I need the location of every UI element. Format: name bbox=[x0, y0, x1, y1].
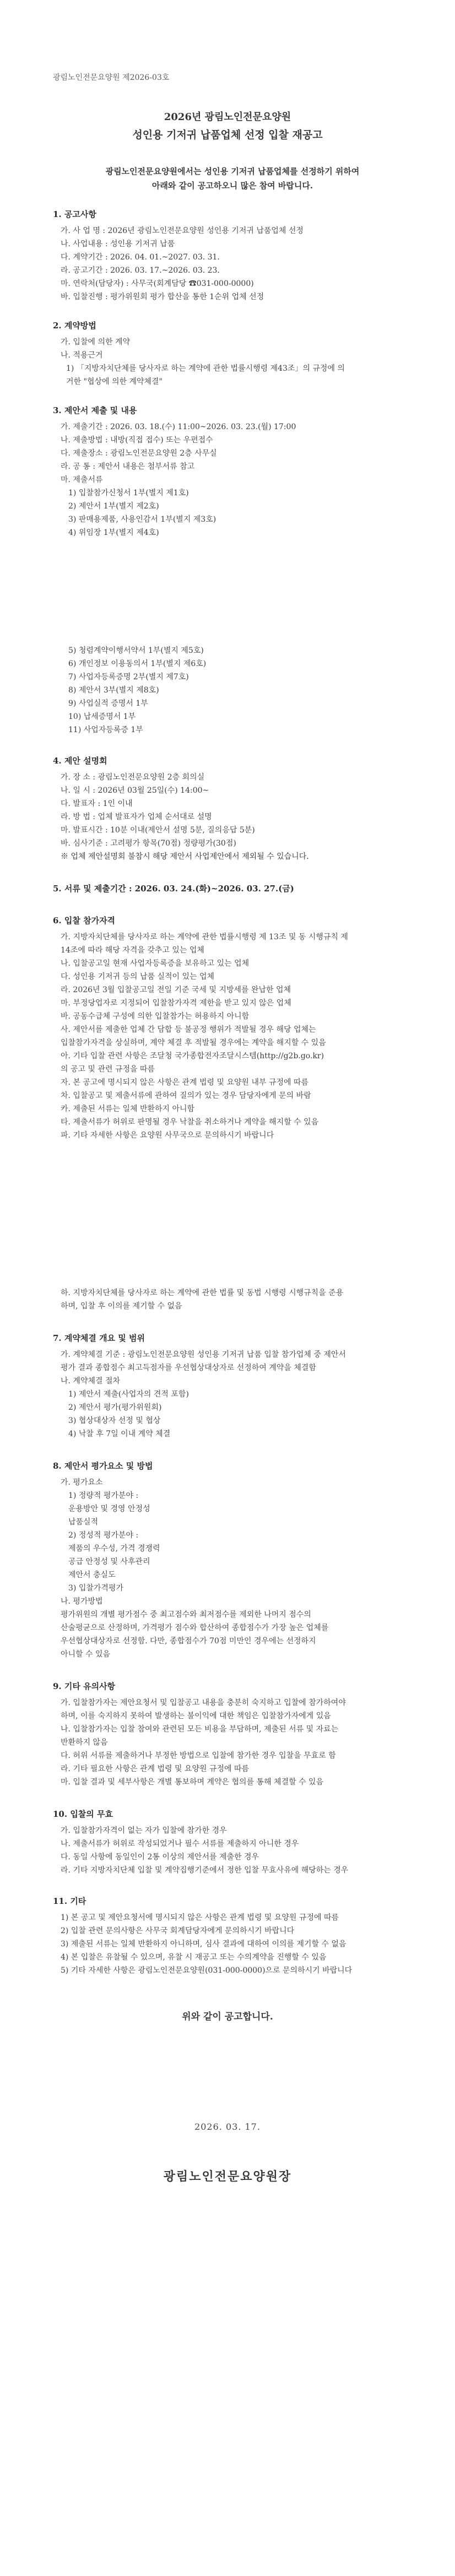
section-9-item: 마. 입찰 결과 및 세부사항은 개별 통보하며 계약은 협의를 통해 체결할 수 있음 bbox=[61, 1778, 324, 1787]
section-3-item: 다. 제출장소 : 광림노인전문요양원 2층 사무실 bbox=[61, 449, 217, 458]
section-6-item: 카. 제출된 서류는 일체 반환하지 아니함 bbox=[61, 1105, 195, 1113]
section-6-item: 가. 지방자치단체를 당사자로 하는 계약에 관한 법률시행령 제 13조 및 동 시행규칙 제 bbox=[61, 933, 348, 941]
section-8-item: 제품의 우수성, 가격 경쟁력 bbox=[68, 1544, 160, 1553]
notice-title-line-1: 2026년 광림노인전문요양원 bbox=[164, 111, 291, 123]
section-8-item: 공급 안정성 및 사후관리 bbox=[68, 1557, 150, 1566]
section-8-item: 나. 평가방법 bbox=[61, 1597, 103, 1606]
section-3-heading: 3. 제안서 제출 및 내용 bbox=[53, 405, 137, 415]
section-6-item: 자. 본 공고에 명시되지 않은 사항은 관계 법령 및 요양원 내부 규정에 따름 bbox=[61, 1078, 309, 1087]
section-2-heading: 2. 계약방법 bbox=[53, 321, 96, 331]
section-7-item: 평가 결과 종합점수 최고득점자를 우선협상대상자로 선정하여 계약을 체결함 bbox=[61, 1363, 316, 1372]
closing-statement: 위와 같이 공고합니다. bbox=[182, 2011, 273, 2022]
section-11-item: 2) 입찰 관련 문의사항은 사무국 회계담당자에게 문의하시기 바랍니다 bbox=[61, 1926, 295, 1935]
section-3-item: 7) 사업자등록증명 2부(별지 제7호) bbox=[68, 673, 189, 681]
section-11-item: 4) 본 입찰은 유찰될 수 있으며, 유찰 시 재공고 또는 수의계약을 진행할 수 있음 bbox=[61, 1953, 327, 1962]
section-8-item: 3) 입찰가격평가 bbox=[68, 1584, 123, 1593]
section-3-item: 마. 제출서류 bbox=[61, 475, 103, 484]
section-2-item: 가. 입찰에 의한 계약 bbox=[61, 338, 130, 347]
section-7-heading: 7. 계약체결 개요 및 범위 bbox=[53, 1333, 145, 1343]
section-7-item: 2) 제안서 평가(평가위원회) bbox=[68, 1403, 162, 1412]
section-8-item: 2) 정성적 평가분야 : bbox=[68, 1531, 139, 1540]
section-8-item: 아니할 수 있음 bbox=[61, 1650, 111, 1659]
section-4-item: 다. 발표자 : 1인 이내 bbox=[61, 799, 133, 808]
section-1-heading: 1. 공고사항 bbox=[53, 209, 96, 219]
section-6-heading: 6. 입찰 참가자격 bbox=[53, 916, 116, 926]
section-1-item: 다. 계약기간 : 2026. 04. 01.~2027. 03. 31. bbox=[61, 253, 220, 262]
section-9-item: 가. 입찰참가자는 제안요청서 및 입찰공고 내용을 충분히 숙지하고 입찰에 참가하여야 bbox=[61, 1698, 346, 1707]
section-6-item: 타. 제출서류가 허위로 판명될 경우 낙찰을 취소하거나 계약을 해지할 수 있음 bbox=[61, 1118, 319, 1127]
section-7-item: 가. 계약체결 기준 : 광림노인전문요양원 성인용 기저귀 납품 입찰 참가업체 중 제안서 bbox=[61, 1350, 346, 1359]
intro-line-2: 아래와 같이 공고하오니 많은 참여 바랍니다. bbox=[151, 181, 313, 191]
section-3-item: 10) 납세증명서 1부 bbox=[68, 712, 136, 721]
section-6-item: 하. 지방자치단체를 당사자로 하는 계약에 관한 법률 및 동법 시행령 시행규칙을 준용 bbox=[61, 1289, 344, 1297]
section-3-item: 5) 청렴계약이행서약서 1부(별지 제5호) bbox=[68, 646, 204, 655]
section-3-item: 8) 제안서 3부(별지 제8호) bbox=[68, 686, 159, 695]
section-3-item: 나. 제출방법 : 내방(직접 접수) 또는 우편접수 bbox=[61, 436, 213, 445]
section-8-item: 가. 평가요소 bbox=[61, 1478, 103, 1487]
section-11-item: 1) 본 공고 및 제안요청서에 명시되지 않은 사항은 관계 법령 및 요양원 규정에 따름 bbox=[61, 1913, 339, 1922]
section-1-item: 라. 공고기간 : 2026. 03. 17.~2026. 03. 23. bbox=[61, 266, 220, 275]
section-9-item: 라. 기타 필요한 사항은 관계 법령 및 요양원 규정에 따름 bbox=[61, 1765, 250, 1773]
section-1-item: 바. 입찰진행 : 평가위원회 평가 합산을 통한 1순위 업체 선정 bbox=[61, 293, 264, 301]
notice-date: 2026. 03. 17. bbox=[194, 2122, 261, 2132]
section-7-item: 3) 협상대상자 선정 및 협상 bbox=[68, 1416, 161, 1425]
section-6-item: 바. 공동수급체 구성에 의한 입찰참가는 허용하지 아니함 bbox=[61, 1012, 250, 1021]
section-8-item: 운용방안 및 경영 안정성 bbox=[68, 1505, 150, 1513]
section-10-item: 나. 제출서류가 허위로 작성되었거나 필수 서류를 제출하지 아니한 경우 bbox=[61, 1839, 299, 1848]
section-7-item: 4) 낙찰 후 7일 이내 계약 체결 bbox=[68, 1430, 171, 1438]
section-3-item: 라. 공 통 : 제안서 내용은 첨부서류 참고 bbox=[61, 462, 195, 471]
section-4-item: 가. 장 소 : 광림노인전문요양원 2층 회의실 bbox=[61, 773, 205, 782]
section-2-item: 나. 적용근거 bbox=[61, 351, 103, 360]
section-4-item: 라. 방 법 : 업체 발표자가 업체 순서대로 설명 bbox=[61, 813, 212, 821]
section-4-heading: 4. 제안 설명회 bbox=[53, 756, 107, 766]
section-10-item: 가. 입찰참가자격이 없는 자가 입찰에 참가한 경우 bbox=[61, 1826, 227, 1835]
section-7-item: 1) 제안서 제출(사업자의 견적 포함) bbox=[68, 1390, 189, 1399]
section-6-item: 의 공고 및 관련 규정을 따름 bbox=[61, 1065, 155, 1074]
section-4-item: 바. 심사기준 : 고려평가 항목(70점) 정량평가(30점) bbox=[61, 839, 236, 848]
section-5-heading: 5. 서류 및 제출기간 : 2026. 03. 24.(화)~2026. 03. 27.(금) bbox=[53, 884, 294, 894]
section-11-heading: 11. 기타 bbox=[53, 1896, 86, 1906]
section-3-item: 가. 제출기간 : 2026. 03. 18.(수) 11:00~2026. 03. 23.(월) 17:00 bbox=[61, 423, 296, 431]
issuer-signature: 광림노인전문요양원장 bbox=[163, 2169, 292, 2184]
section-6-item: 파. 기타 자세한 사항은 요양원 사무국으로 문의하시기 바랍니다 bbox=[61, 1131, 274, 1140]
section-11-item: 3) 제출된 서류는 일체 반환하지 아니하며, 심사 결과에 대하여 이의를 제기할 수 없음 bbox=[61, 1940, 346, 1949]
section-8-item: 산술평균으로 산정하며, 가격평가 점수와 합산하여 종합점수가 가장 높은 업체를 bbox=[61, 1623, 329, 1632]
section-8-heading: 8. 제안서 평가요소 및 방법 bbox=[53, 1461, 153, 1471]
section-6-item: 차. 입찰공고 및 제출서류에 관하여 질의가 있는 경우 담당자에게 문의 바람 bbox=[61, 1091, 311, 1100]
section-10-item: 다. 동일 사항에 동일인이 2통 이상의 제안서를 제출한 경우 bbox=[61, 1853, 259, 1861]
section-8-item: 제안서 충실도 bbox=[68, 1571, 116, 1579]
section-6-item: 사. 제안서를 제출한 업체 간 담합 등 불공정 행위가 적발될 경우 해당 업체는 bbox=[61, 1025, 316, 1034]
section-6-item: 아. 기타 입찰 관련 사항은 조달청 국가종합전자조달시스템(http://g2b.go.kr) bbox=[61, 1052, 324, 1060]
section-8-item: 우선협상대상자로 선정함. 다만, 종합점수가 70점 미만인 경우에는 선정하지 bbox=[61, 1637, 316, 1646]
section-3-item: 2) 제안서 1부(별지 제2호) bbox=[68, 502, 159, 511]
section-1-item: 가. 사 업 명 : 2026년 광림노인전문요양원 성인용 기저귀 납품업체 선정 bbox=[61, 226, 304, 235]
section-3-item: 4) 위임장 1부(별지 제4호) bbox=[68, 528, 159, 537]
section-6-item: 하며, 입찰 후 이의를 제기할 수 없음 bbox=[61, 1302, 182, 1311]
section-10-heading: 10. 입찰의 무효 bbox=[53, 1809, 113, 1819]
section-9-heading: 9. 기타 유의사항 bbox=[53, 1681, 116, 1691]
section-8-item: 납품실적 bbox=[68, 1518, 99, 1527]
section-3-item: 6) 개인정보 이용동의서 1부(별지 제6호) bbox=[68, 659, 207, 668]
section-8-item: 1) 정량적 평가분야 : bbox=[68, 1491, 139, 1500]
section-11-item: 5) 기타 자세한 사항은 광림노인전문요양원(031-000-0000)으로 문의하시기 바랍니다 bbox=[61, 1966, 353, 1975]
section-2-item: 거한 "협상에 의한 계약체결" bbox=[66, 377, 162, 386]
section-6-item: 입찰참가자격을 상실하며, 계약 체결 후 적발될 경우에는 계약을 해지할 수 있음 bbox=[61, 1038, 326, 1047]
section-6-item: 라. 2026년 3월 입찰공고일 전일 기준 국세 및 지방세를 완납한 업체 bbox=[61, 986, 291, 994]
section-9-item: 하며, 이를 숙지하지 못하여 발생하는 불이익에 대한 책임은 입찰참가자에게 있음 bbox=[61, 1712, 331, 1720]
section-2-item: 1) 「지방자치단체를 당사자로 하는 계약에 관한 법률시행령 제43조」의 규정에 의 bbox=[66, 364, 345, 373]
section-6-item: 나. 입찰공고일 현재 사업자등록증을 보유하고 있는 업체 bbox=[61, 959, 250, 968]
section-3-item: 9) 사업실적 증명서 1부 bbox=[68, 699, 148, 708]
section-9-item: 나. 입찰참가자는 입찰 참여와 관련된 모든 비용을 부담하며, 제출된 서류 및 자료는 bbox=[61, 1725, 339, 1734]
section-4-note: ※ 업체 제안설명회 불참시 해당 제안서 사업제안에서 제외될 수 있습니다. bbox=[61, 852, 309, 861]
section-10-item: 라. 기타 지방자치단체 입찰 및 계약집행기준에서 정한 입찰 무효사유에 해당하는 경우 bbox=[61, 1866, 349, 1875]
section-1-item: 나. 사업내용 : 성인용 기저귀 납품 bbox=[61, 240, 175, 248]
section-6-item: 다. 성인용 기저귀 등의 납품 실적이 있는 업체 bbox=[61, 972, 215, 981]
section-4-item: 나. 일 시 : 2026년 03월 25일(수) 14:00~ bbox=[61, 786, 209, 795]
notice-title-line-2: 성인용 기저귀 납품업체 선정 입찰 재공고 bbox=[132, 129, 323, 141]
section-1-item: 마. 연락처(담당자) : 사무국(회계담당 ☎031-000-0000) bbox=[61, 279, 254, 288]
section-4-item: 마. 발표시간 : 10분 이내(제안서 설명 5분, 질의응답 5분) bbox=[61, 826, 255, 835]
document-number: 광림노인전문요양원 제2026-03호 bbox=[53, 73, 170, 82]
section-8-item: 평가위원의 개별 평가점수 중 최고점수와 최저점수를 제외한 나머지 점수의 bbox=[61, 1610, 311, 1619]
section-6-item: 마. 부정당업자로 지정되어 입찰참가자격 제한을 받고 있지 않은 업체 bbox=[61, 999, 291, 1008]
section-3-item: 11) 사업자등록증 1부 bbox=[68, 726, 143, 734]
section-3-item: 1) 입찰참가신청서 1부(별지 제1호) bbox=[68, 489, 189, 497]
section-3-item: 3) 판매용제품, 사용인감서 1부(별지 제3호) bbox=[68, 515, 216, 524]
section-9-item: 다. 허위 서류를 제출하거나 부정한 방법으로 입찰에 참가한 경우 입찰을 무효로 함 bbox=[61, 1751, 336, 1760]
section-9-item: 반환하지 않음 bbox=[61, 1738, 108, 1747]
intro-line-1: 광림노인전문요양원에서는 성인용 기저귀 납품업체를 선정하기 위하여 bbox=[105, 166, 360, 176]
section-7-item: 나. 계약체결 절차 bbox=[61, 1377, 121, 1386]
section-6-item: 14조에 따라 해당 자격을 갖추고 있는 업체 bbox=[61, 946, 204, 955]
